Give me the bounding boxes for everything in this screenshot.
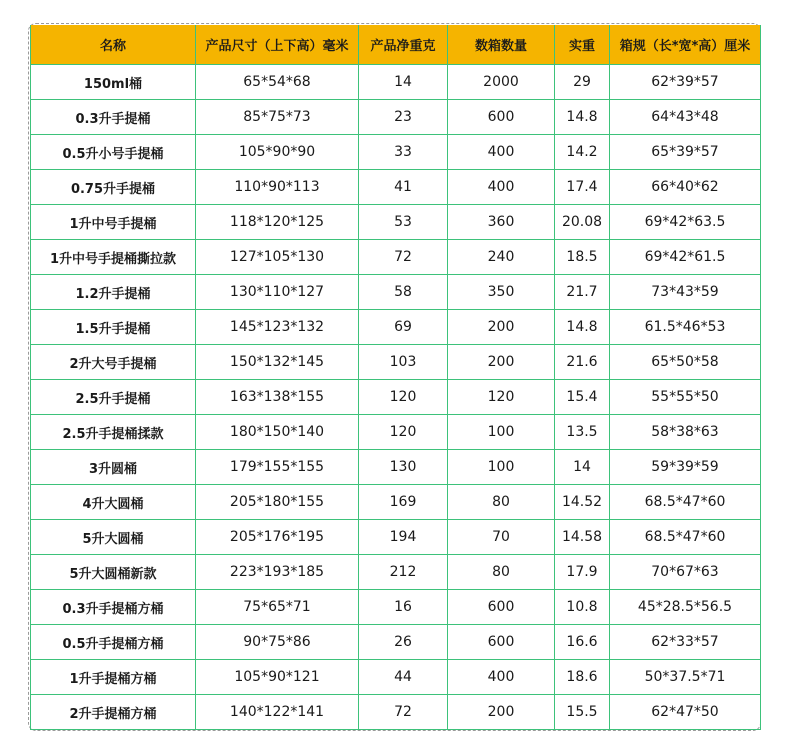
table-row xyxy=(31,380,761,415)
table-row xyxy=(31,65,761,100)
cell-box-size: 68.5*47*60 xyxy=(610,520,761,555)
cell-product-size: 118*120*125 xyxy=(196,205,359,240)
table-body xyxy=(31,65,761,730)
cell-box-size: 65*39*57 xyxy=(610,135,761,170)
cell-actual-weight: 10.8 xyxy=(555,590,610,625)
cell-box-quantity: 200 xyxy=(448,310,555,345)
cell-product-size: 65*54*68 xyxy=(196,65,359,100)
cell-net-weight: 120 xyxy=(359,415,448,450)
cell-net-weight: 72 xyxy=(359,695,448,730)
cell-name: 0.3升手提桶 xyxy=(31,100,196,135)
cell-box-quantity: 600 xyxy=(448,100,555,135)
cell-product-size: 179*155*155 xyxy=(196,450,359,485)
cell-actual-weight: 14.2 xyxy=(555,135,610,170)
table-row xyxy=(31,170,761,205)
cell-net-weight: 69 xyxy=(359,310,448,345)
cell-product-size: 105*90*90 xyxy=(196,135,359,170)
cell-name: 2.5升手提桶揉款 xyxy=(31,415,196,450)
cell-actual-weight: 14.8 xyxy=(555,100,610,135)
cell-box-quantity: 360 xyxy=(448,205,555,240)
table-row xyxy=(31,205,761,240)
cell-product-size: 75*65*71 xyxy=(196,590,359,625)
cell-name: 0.5升小号手提桶 xyxy=(31,135,196,170)
cell-box-size: 45*28.5*56.5 xyxy=(610,590,761,625)
cell-net-weight: 44 xyxy=(359,660,448,695)
cell-box-size: 66*40*62 xyxy=(610,170,761,205)
table-row xyxy=(31,240,761,275)
table-row xyxy=(31,310,761,345)
cell-actual-weight: 15.4 xyxy=(555,380,610,415)
cell-name: 4升大圆桶 xyxy=(31,485,196,520)
table-row xyxy=(31,520,761,555)
cell-name: 1.2升手提桶 xyxy=(31,275,196,310)
cell-box-size: 73*43*59 xyxy=(610,275,761,310)
cell-box-quantity: 200 xyxy=(448,345,555,380)
cell-box-quantity: 600 xyxy=(448,625,555,660)
cell-actual-weight: 15.5 xyxy=(555,695,610,730)
cell-box-size: 69*42*61.5 xyxy=(610,240,761,275)
cell-box-quantity: 80 xyxy=(448,485,555,520)
cell-actual-weight: 14.52 xyxy=(555,485,610,520)
header-actual-weight: 实重 xyxy=(555,25,610,65)
cell-actual-weight: 20.08 xyxy=(555,205,610,240)
cell-box-quantity: 240 xyxy=(448,240,555,275)
cell-net-weight: 169 xyxy=(359,485,448,520)
cell-box-size: 61.5*46*53 xyxy=(610,310,761,345)
cell-box-quantity: 400 xyxy=(448,170,555,205)
cell-net-weight: 33 xyxy=(359,135,448,170)
cell-net-weight: 130 xyxy=(359,450,448,485)
table-row xyxy=(31,695,761,730)
table-row xyxy=(31,485,761,520)
cell-net-weight: 194 xyxy=(359,520,448,555)
table-row xyxy=(31,100,761,135)
cell-box-quantity: 100 xyxy=(448,450,555,485)
cell-net-weight: 120 xyxy=(359,380,448,415)
cell-box-quantity: 100 xyxy=(448,415,555,450)
cell-actual-weight: 16.6 xyxy=(555,625,610,660)
table-row xyxy=(31,555,761,590)
cell-product-size: 127*105*130 xyxy=(196,240,359,275)
cell-box-quantity: 200 xyxy=(448,695,555,730)
cell-box-size: 65*50*58 xyxy=(610,345,761,380)
cell-box-quantity: 400 xyxy=(448,135,555,170)
cell-net-weight: 58 xyxy=(359,275,448,310)
cell-box-quantity: 2000 xyxy=(448,65,555,100)
cell-box-size: 62*47*50 xyxy=(610,695,761,730)
table-row xyxy=(31,660,761,695)
cell-product-size: 223*193*185 xyxy=(196,555,359,590)
cell-product-size: 180*150*140 xyxy=(196,415,359,450)
cell-product-size: 90*75*86 xyxy=(196,625,359,660)
cell-box-size: 59*39*59 xyxy=(610,450,761,485)
cell-product-size: 130*110*127 xyxy=(196,275,359,310)
cell-actual-weight: 17.4 xyxy=(555,170,610,205)
cell-actual-weight: 18.6 xyxy=(555,660,610,695)
header-box-size: 箱规（长*宽*高）厘米 xyxy=(610,25,761,65)
cell-box-quantity: 120 xyxy=(448,380,555,415)
cell-box-size: 69*42*63.5 xyxy=(610,205,761,240)
cell-actual-weight: 13.5 xyxy=(555,415,610,450)
table-row xyxy=(31,590,761,625)
cell-product-size: 205*180*155 xyxy=(196,485,359,520)
table-row xyxy=(31,135,761,170)
cell-net-weight: 72 xyxy=(359,240,448,275)
cell-name: 1升中号手提桶撕拉款 xyxy=(31,240,196,275)
cell-name: 1升手提桶方桶 xyxy=(31,660,196,695)
cell-box-quantity: 80 xyxy=(448,555,555,590)
table-row xyxy=(31,345,761,380)
cell-name: 0.3升手提桶方桶 xyxy=(31,590,196,625)
cell-net-weight: 23 xyxy=(359,100,448,135)
header-net-weight: 产品净重克 xyxy=(359,25,448,65)
product-spec-table xyxy=(30,25,761,730)
cell-name: 2.5升手提桶 xyxy=(31,380,196,415)
cell-net-weight: 16 xyxy=(359,590,448,625)
cell-name: 5升大圆桶新款 xyxy=(31,555,196,590)
cell-net-weight: 14 xyxy=(359,65,448,100)
header-product-size: 产品尺寸（上下高）毫米 xyxy=(196,25,359,65)
cell-product-size: 205*176*195 xyxy=(196,520,359,555)
cell-box-quantity: 350 xyxy=(448,275,555,310)
table-row xyxy=(31,275,761,310)
cell-net-weight: 41 xyxy=(359,170,448,205)
cell-name: 0.75升手提桶 xyxy=(31,170,196,205)
table-row xyxy=(31,625,761,660)
cell-actual-weight: 21.6 xyxy=(555,345,610,380)
cell-net-weight: 212 xyxy=(359,555,448,590)
table-header xyxy=(31,25,761,65)
cell-net-weight: 26 xyxy=(359,625,448,660)
cell-box-quantity: 600 xyxy=(448,590,555,625)
cell-name: 0.5升手提桶方桶 xyxy=(31,625,196,660)
cell-net-weight: 103 xyxy=(359,345,448,380)
header-name: 名称 xyxy=(31,25,196,65)
cell-product-size: 145*123*132 xyxy=(196,310,359,345)
cell-name: 2升手提桶方桶 xyxy=(31,695,196,730)
cell-actual-weight: 29 xyxy=(555,65,610,100)
cell-name: 5升大圆桶 xyxy=(31,520,196,555)
cell-product-size: 85*75*73 xyxy=(196,100,359,135)
cell-box-quantity: 70 xyxy=(448,520,555,555)
cell-box-size: 64*43*48 xyxy=(610,100,761,135)
cell-product-size: 110*90*113 xyxy=(196,170,359,205)
cell-actual-weight: 14.8 xyxy=(555,310,610,345)
cell-net-weight: 53 xyxy=(359,205,448,240)
cell-product-size: 105*90*121 xyxy=(196,660,359,695)
cell-product-size: 163*138*155 xyxy=(196,380,359,415)
cell-box-size: 68.5*47*60 xyxy=(610,485,761,520)
cell-box-quantity: 400 xyxy=(448,660,555,695)
cell-product-size: 140*122*141 xyxy=(196,695,359,730)
cell-box-size: 58*38*63 xyxy=(610,415,761,450)
cell-box-size: 62*39*57 xyxy=(610,65,761,100)
cell-actual-weight: 14.58 xyxy=(555,520,610,555)
cell-actual-weight: 17.9 xyxy=(555,555,610,590)
cell-name: 1升中号手提桶 xyxy=(31,205,196,240)
cell-actual-weight: 18.5 xyxy=(555,240,610,275)
cell-box-size: 55*55*50 xyxy=(610,380,761,415)
cell-box-size: 70*67*63 xyxy=(610,555,761,590)
cell-product-size: 150*132*145 xyxy=(196,345,359,380)
cell-name: 1.5升手提桶 xyxy=(31,310,196,345)
header-row xyxy=(31,25,761,65)
cell-name: 3升圆桶 xyxy=(31,450,196,485)
cell-actual-weight: 21.7 xyxy=(555,275,610,310)
cell-box-size: 62*33*57 xyxy=(610,625,761,660)
header-box-quantity: 数箱数量 xyxy=(448,25,555,65)
cell-actual-weight: 14 xyxy=(555,450,610,485)
table-row xyxy=(31,450,761,485)
table-row xyxy=(31,415,761,450)
cell-name: 150ml桶 xyxy=(31,65,196,100)
cell-box-size: 50*37.5*71 xyxy=(610,660,761,695)
cell-name: 2升大号手提桶 xyxy=(31,345,196,380)
